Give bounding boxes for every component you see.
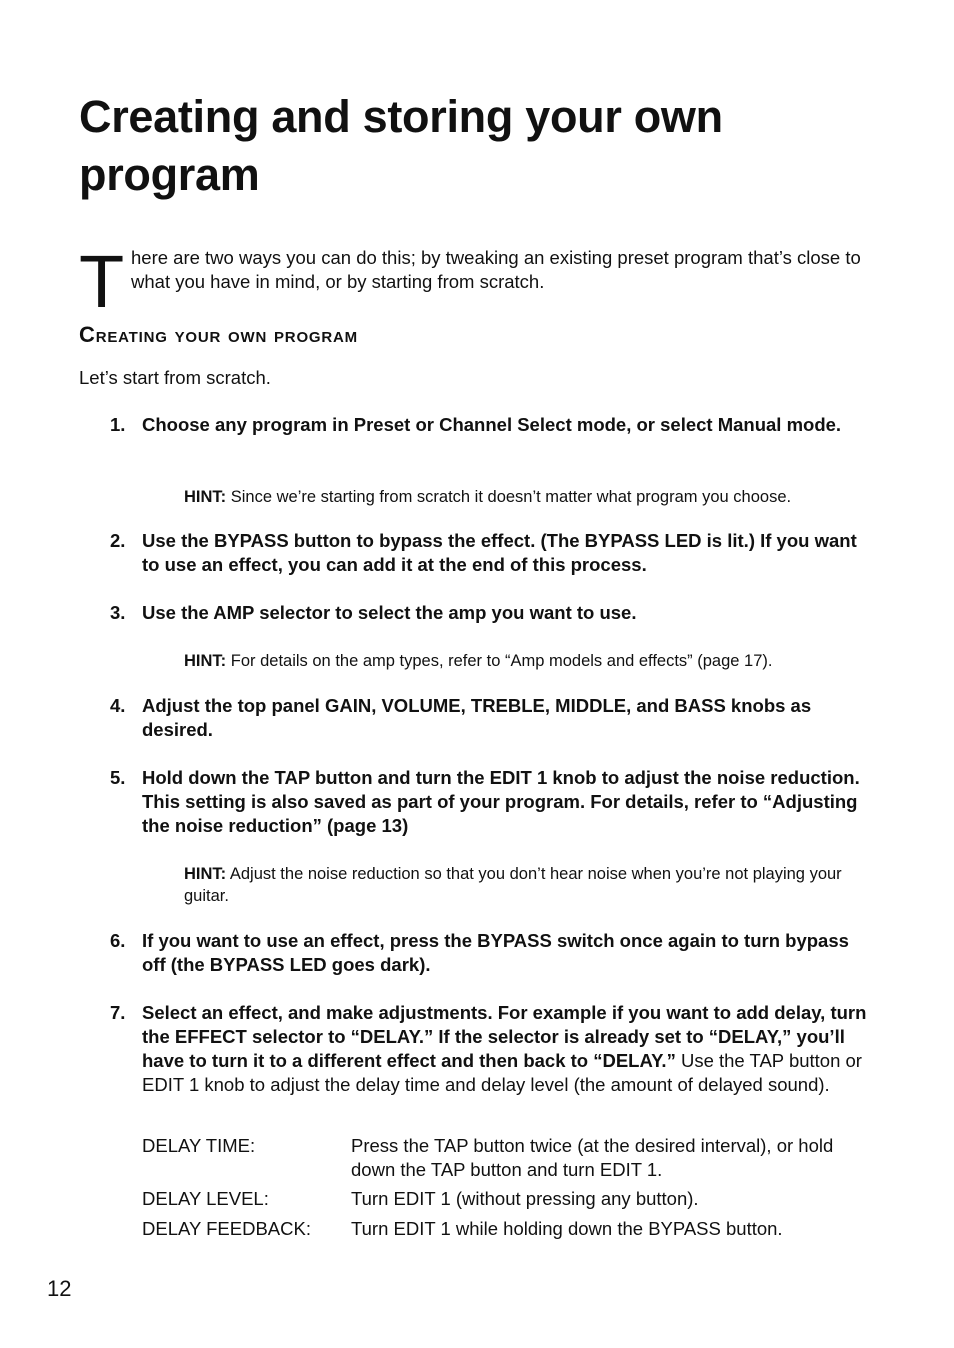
hint <box>184 863 879 907</box>
step-text: Choose any program in Preset or Channel Select mode, or select Manual mode. <box>142 414 842 435</box>
intro-text: here are two ways you can do this; by tweaking an existing preset program that’s close to what you have in mind, or by starting from scratch. <box>131 247 861 292</box>
delay-definition: Press the TAP button twice (at the desired interval), or hold down the TAP button and turn EDIT 1. <box>351 1135 834 1180</box>
delay-definition: Turn EDIT 1 while holding down the BYPASS button. <box>351 1218 783 1239</box>
lead-text: Let’s start from scratch. <box>79 367 271 388</box>
drop-cap: T <box>79 240 125 323</box>
delay-definition: Turn EDIT 1 (without pressing any button). <box>351 1188 699 1209</box>
step-text: Hold down the TAP button and turn the EDIT 1 knob to adjust the noise reduction. This setting is also saved as part of your program. For details, refer to “Adjusting the noise reduction” (page 13) <box>142 767 860 836</box>
hint-label: HINT: <box>184 488 227 506</box>
step-number: 4. <box>110 695 126 716</box>
step-number: 3. <box>110 602 126 623</box>
delay-term: DELAY LEVEL: <box>142 1188 269 1209</box>
hint-label: HINT: <box>184 652 227 670</box>
step-number: 7. <box>110 1002 126 1023</box>
page-title: Creating and storing your own program <box>79 91 723 200</box>
step-number: 1. <box>110 414 126 435</box>
hint-text: Since we’re starting from scratch it doesn’t matter what program you choose. <box>230 488 792 506</box>
hint-label: HINT: <box>184 865 227 883</box>
step-text: Use the BYPASS button to bypass the effect. (The BYPASS LED is lit.) If you want to use an effect, you can add it at the end of this process. <box>142 530 857 575</box>
step-text: Adjust the top panel GAIN, VOLUME, TREBLE, MIDDLE, and BASS knobs as desired. <box>142 695 812 740</box>
hint-text: For details on the amp types, refer to “Amp models and effects” (page 17). <box>230 652 773 670</box>
step-text: Use the AMP selector to select the amp you want to use. <box>142 602 637 623</box>
step-text: If you want to use an effect, press the BYPASS switch once again to turn bypass off (the BYPASS LED goes dark). <box>142 930 849 975</box>
section-heading: Creating your own program <box>79 322 358 347</box>
hint-text: Adjust the noise reduction so that you don’t hear noise when you’re not playing your guitar. <box>184 865 842 905</box>
step-text: Select an effect, and make adjustments. For example if you want to add delay, turn the EFFECT selector to “DELAY.” If the selector is already set to “DELAY,” you’ll have to turn it to a different effect and then back to “DELAY.” <box>142 1002 867 1071</box>
hint <box>184 486 879 508</box>
step-number: 2. <box>110 530 126 551</box>
hint <box>184 650 879 672</box>
delay-term: DELAY TIME: <box>142 1135 256 1156</box>
step-number: 6. <box>110 930 126 951</box>
step-number: 5. <box>110 767 126 788</box>
step-text-block <box>142 1001 877 1097</box>
step-text-regular: Use the TAP button or EDIT 1 knob to adjust the delay time and delay level (the amount of delayed sound). <box>142 1050 862 1095</box>
page-number: 12 <box>47 1276 72 1301</box>
delay-term: DELAY FEEDBACK: <box>142 1218 311 1239</box>
